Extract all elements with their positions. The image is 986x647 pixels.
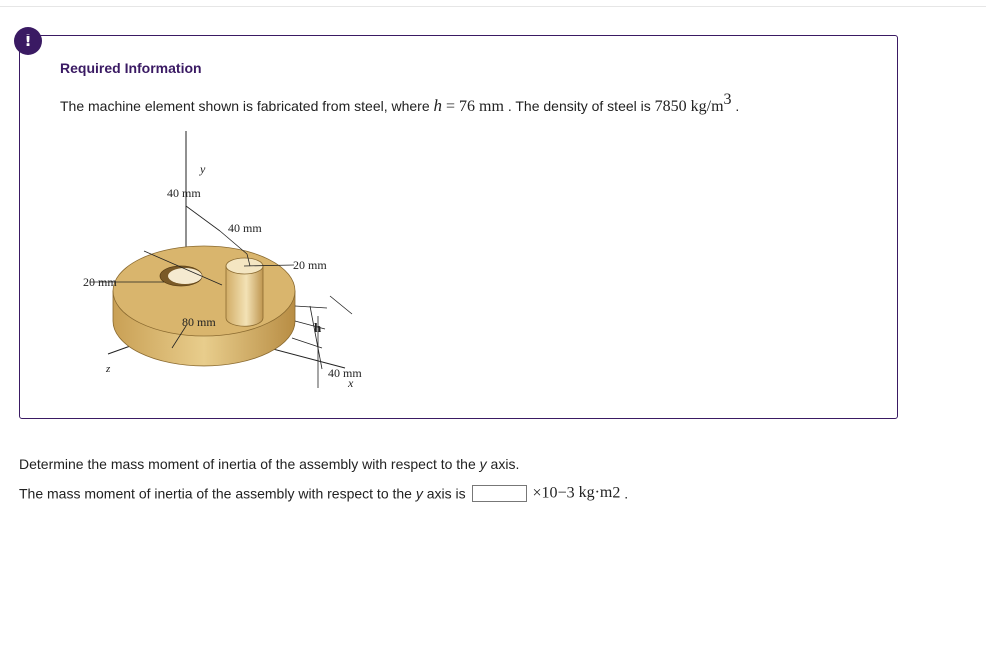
label-80mm: 80 mm — [182, 315, 216, 329]
density-value: 7850 kg/m — [654, 98, 724, 115]
top-divider — [0, 6, 986, 7]
info-statement — [60, 91, 739, 116]
density-exponent: 3 — [723, 91, 732, 108]
unit-exponent: −3 — [557, 484, 575, 502]
dimline-40-bottom-ext — [330, 296, 352, 314]
h-symbol: h — [433, 96, 443, 115]
dimline-40-top — [186, 206, 220, 231]
answer-input[interactable] — [472, 485, 527, 502]
alert-icon: ! — [14, 27, 42, 55]
unit-main: kg·m — [578, 484, 613, 502]
label-h: h — [314, 320, 322, 335]
answer-text: The mass moment of inertia of the assembly with respect to the — [19, 485, 416, 502]
label-40mm-top: 40 mm — [167, 186, 201, 200]
unit-exponent-2: 2 — [612, 484, 621, 502]
prompt-axis: y — [479, 456, 487, 472]
statement-end: . — [731, 98, 740, 114]
unit-end: . — [620, 485, 629, 502]
prompt-text: Determine the mass moment of inertia of the assembly with respect to the — [19, 456, 480, 472]
statement-text: The machine element shown is fabricated from steel, where — [60, 98, 434, 114]
required-information-panel — [19, 35, 898, 419]
equals-sign: = — [442, 98, 460, 115]
prompt-end: axis. — [486, 456, 520, 472]
question-prompt — [19, 456, 519, 472]
h-value: 76 mm — [459, 98, 504, 115]
answer-line — [19, 484, 628, 502]
label-40mm-bottom: 40 mm — [328, 366, 362, 380]
label-20mm-right: 20 mm — [293, 258, 327, 272]
answer-mid: axis is — [422, 485, 470, 502]
cylinder-side — [226, 266, 263, 326]
y-axis-label: y — [200, 162, 206, 176]
label-40mm-mid: 40 mm — [228, 221, 262, 235]
machine-element-figure — [60, 126, 360, 390]
density-text: . The density of steel is — [503, 98, 655, 114]
hole-inner — [168, 268, 202, 284]
answer-axis: y — [415, 485, 423, 502]
info-title: Required Information — [60, 60, 202, 76]
dimline-h-top — [295, 306, 327, 308]
label-20mm-left: 20 mm — [83, 275, 117, 289]
unit-prefix: ×10 — [532, 484, 558, 502]
z-axis-label: z — [106, 363, 111, 375]
x-axis-label: x — [348, 376, 354, 390]
